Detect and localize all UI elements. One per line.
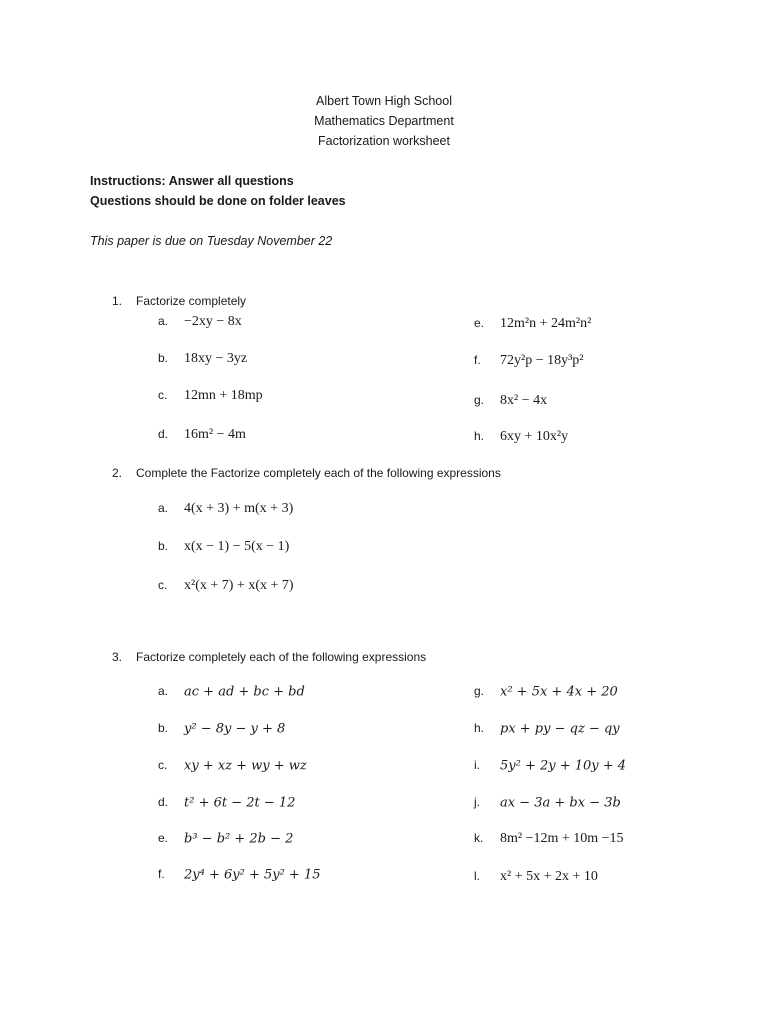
item-expression: x²(x + 7) + x(x + 7) [184,578,294,593]
q3-item-f [158,867,321,882]
item-label: c. [158,388,168,403]
q3-item-e [158,831,293,846]
question-2-prompt: Complete the Factorize completely each of the following expressions [136,466,501,480]
q3-item-c [158,758,307,773]
due-date-note: This paper is due on Tuesday November 22 [90,234,333,248]
item-expression: b³ − b² + 2b − 2 [184,831,294,847]
item-expression: 72y²p − 18y³p² [500,353,584,368]
item-expression: 18xy − 3yz [184,351,248,366]
q1-item-g [474,393,547,409]
department-name: Mathematics Department [314,114,454,128]
q3-item-h [474,721,620,736]
item-label: f. [158,867,165,881]
item-label: h. [474,721,485,735]
q3-item-b [158,721,285,736]
item-label: j. [474,795,480,809]
worksheet-title: Factorization worksheet [317,134,450,148]
item-expression: −2xy − 8x [184,314,242,329]
q1-item-d [158,427,246,443]
q3-item-j [474,795,621,810]
q3-item-l [474,869,598,885]
item-label: a. [158,684,169,698]
q2-item-b [158,539,289,555]
q1-item-a [158,314,242,330]
item-label: b. [158,351,169,366]
item-label: l. [474,869,480,884]
item-label: f. [474,353,481,368]
item-expression: x² + 5x + 2x + 10 [500,869,598,884]
q3-item-a [158,684,305,699]
q1-item-h [474,429,568,445]
item-label: d. [158,795,169,809]
question-2-number: 2. [112,466,123,480]
item-label: h. [474,429,485,444]
item-label: c. [158,578,168,593]
item-expression: 8m² −12m + 10m −15 [500,831,624,846]
item-label: i. [474,758,480,772]
item-label: c. [158,758,168,772]
item-expression: xy + xz + wy + wz [184,758,307,774]
item-expression: 8x² − 4x [500,393,548,408]
q3-item-g [474,684,618,699]
item-expression: 4(x + 3) + m(x + 3) [184,501,294,516]
q3-item-d [158,795,295,810]
question-1-number: 1. [112,294,123,308]
school-name: Albert Town High School [316,94,452,108]
instructions-line-2: Questions should be done on folder leaves [90,194,346,208]
q2-item-c [158,578,294,594]
item-expression: 12mn + 18mp [184,388,263,403]
item-label: e. [158,831,169,845]
item-expression: 2y⁴ + 6y² + 5y² + 15 [184,867,321,883]
item-label: g. [474,393,485,408]
item-label: b. [158,721,169,735]
item-expression: x² + 5x + 4x + 20 [500,684,618,700]
question-1-prompt: Factorize completely [136,294,247,308]
item-expression: t² + 6t − 2t − 12 [184,795,296,811]
q3-item-k [474,831,624,847]
item-label: b. [158,539,169,554]
instructions-line-1: Instructions: Answer all questions [90,174,294,188]
q2-item-a [158,501,293,517]
item-expression: ac + ad + bc + bd [184,684,305,700]
item-expression: ax − 3a + bx − 3b [500,795,621,811]
item-label: a. [158,501,169,516]
item-expression: 5y² + 2y + 10y + 4 [500,758,627,774]
item-label: d. [158,427,169,442]
item-expression: y² − 8y − y + 8 [184,721,286,737]
item-label: g. [474,684,485,698]
item-expression: 16m² − 4m [184,427,246,442]
item-label: k. [474,831,484,846]
q1-item-b [158,351,247,367]
q1-item-f [474,353,584,369]
item-label: e. [474,316,485,331]
item-expression: x(x − 1) − 5(x − 1) [184,539,290,554]
question-3-prompt: Factorize completely each of the following expressions [136,650,427,664]
question-3-number: 3. [112,650,123,664]
item-expression: 6xy + 10x²y [500,429,569,444]
q1-item-e [474,316,591,332]
q1-item-c [158,388,263,404]
item-expression: 12m²n + 24m²n² [500,316,592,331]
item-label: a. [158,314,169,329]
q3-item-i [474,758,626,773]
item-expression: px + py − qz − qy [500,721,620,737]
